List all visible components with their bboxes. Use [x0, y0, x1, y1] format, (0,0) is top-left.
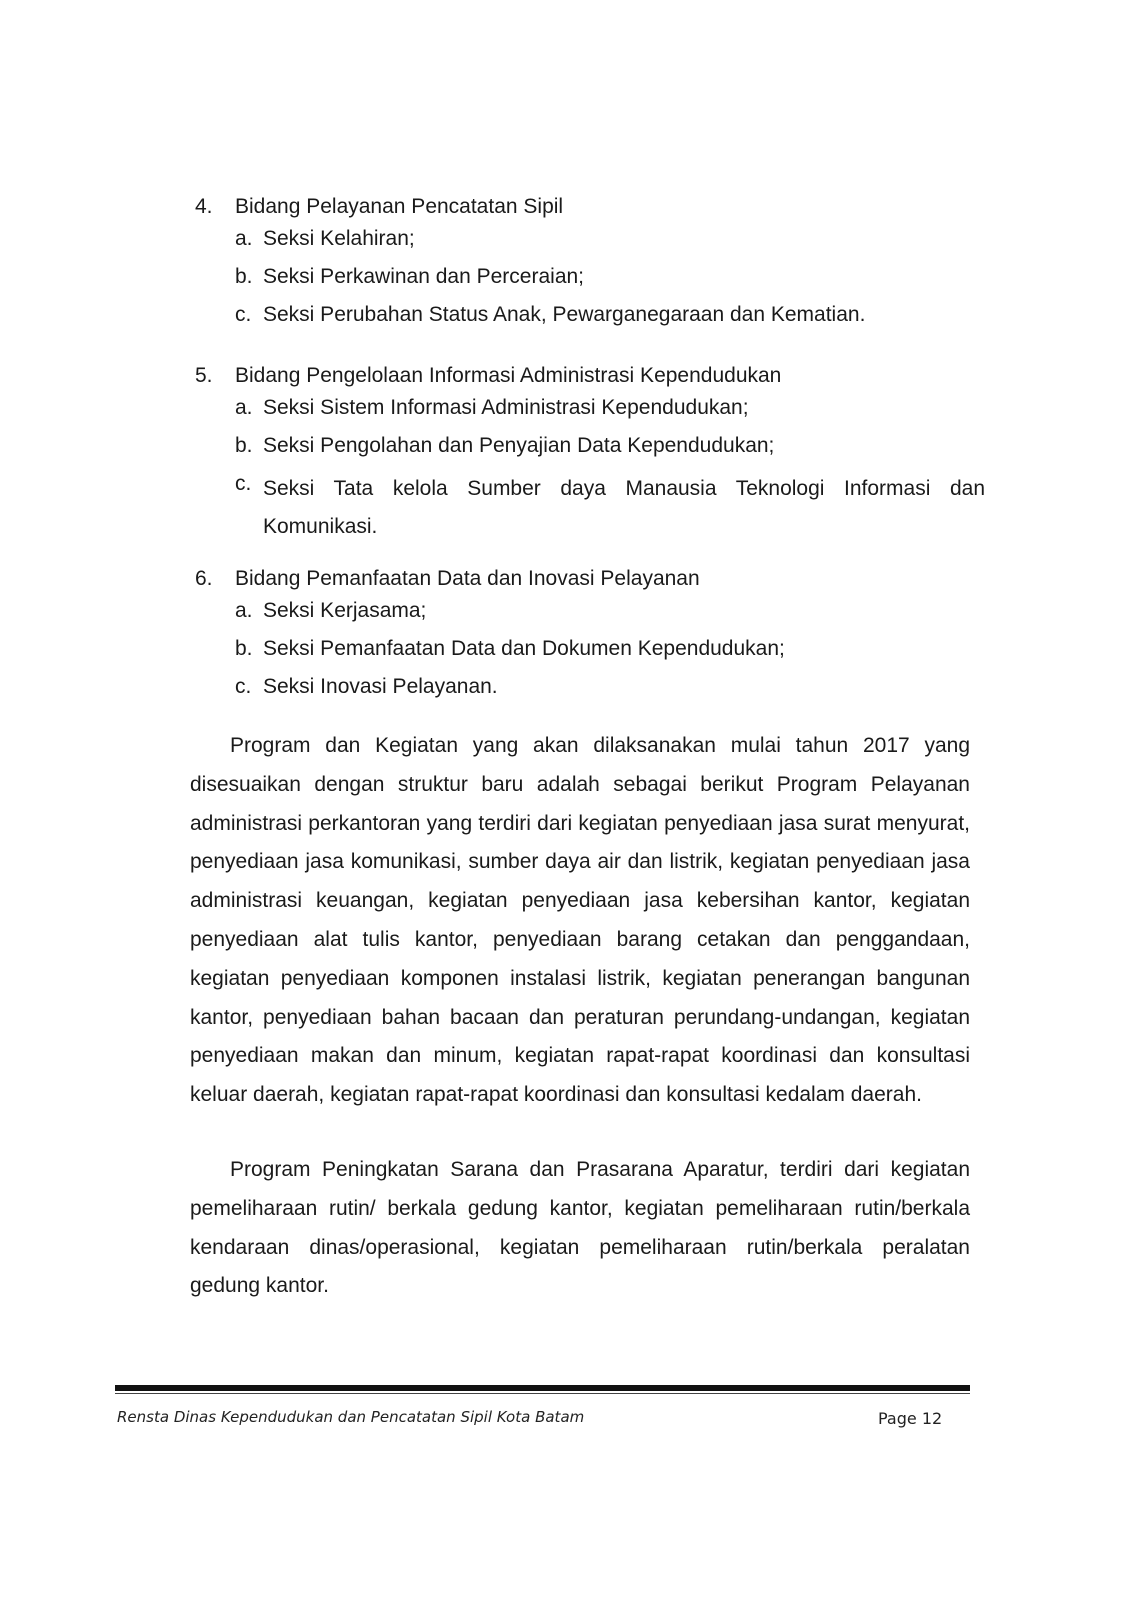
section-6 [195, 565, 985, 711]
section-heading [195, 565, 985, 597]
item-letter: c. [235, 303, 252, 326]
list-item [195, 301, 985, 339]
item-text: Seksi Sistem Informasi Administrasi Kependudukan; [263, 396, 749, 419]
item-letter: b. [235, 265, 253, 288]
item-letter: c. [235, 472, 252, 495]
section-heading [195, 362, 985, 394]
section-number: 4. [195, 195, 213, 218]
footer-rule [115, 1385, 970, 1391]
item-text: Seksi Tata kelola Sumber daya Manausia Teknologi Informasi dan Komunikasi. [263, 477, 985, 538]
footer-document-title: Rensta Dinas Kependudukan dan Pencatatan Sipil Kota Batam [117, 1408, 585, 1426]
item-text: Seksi Kerjasama; [263, 599, 427, 622]
list-item [195, 673, 985, 711]
list-item [195, 394, 985, 432]
item-text: Seksi Perkawinan dan Perceraian; [263, 265, 585, 288]
item-text: Seksi Kelahiran; [263, 227, 415, 250]
list-item [195, 432, 985, 470]
list-item [195, 263, 985, 301]
item-text: Seksi Pemanfaatan Data dan Dokumen Kependudukan; [263, 637, 785, 660]
list-item [195, 225, 985, 263]
list-item [195, 470, 985, 546]
item-letter: b. [235, 637, 253, 660]
item-letter: a. [235, 227, 253, 250]
section-title: Bidang Pemanfaatan Data dan Inovasi Pelayanan [235, 567, 700, 590]
list-item [195, 597, 985, 635]
section-4 [195, 193, 985, 339]
item-text: Seksi Pengolahan dan Penyajian Data Kependudukan; [263, 434, 775, 457]
section-title: Bidang Pelayanan Pencatatan Sipil [235, 195, 564, 218]
item-letter: a. [235, 599, 253, 622]
item-letter: a. [235, 396, 253, 419]
section-title: Bidang Pengelolaan Informasi Administrasi Kependudukan [235, 364, 782, 387]
section-5 [195, 362, 985, 556]
section-heading [195, 193, 985, 225]
item-letter: c. [235, 675, 252, 698]
page-number: Page 12 [878, 1409, 943, 1428]
section-number: 5. [195, 364, 213, 387]
body-paragraph: Program dan Kegiatan yang akan dilaksanakan mulai tahun 2017 yang disesuaikan dengan struktur baru adalah sebagai berikut Program Pelayanan administrasi perkantoran yang terdiri dari kegiatan penyediaan jasa surat menyurat, penyediaan jasa komunikasi, sumber daya air dan listrik, kegiatan penyediaan jasa administrasi keuangan, kegiatan penyediaan jasa kebersihan kantor, kegiatan penyediaan alat tulis kantor, penyediaan barang cetakan dan penggandaan, kegiatan penyediaan komponen instalasi listrik, kegiatan penerangan bangunan kantor, penyediaan bahan bacaan dan peraturan perundang-undangan, kegiatan penyediaan makan dan minum, kegiatan rapat-rapat koordinasi dan konsultasi keluar daerah, kegiatan rapat-rapat koordinasi dan konsultasi kedalam daerah. [190, 734, 970, 1107]
item-letter: b. [235, 434, 253, 457]
item-text: Seksi Perubahan Status Anak, Pewarganegaraan dan Kematian. [263, 303, 866, 326]
section-number: 6. [195, 567, 213, 590]
body-paragraph: Program Peningkatan Sarana dan Prasarana Aparatur, terdiri dari kegiatan pemeliharaan rutin/ berkala gedung kantor, kegiatan pemeliharaan rutin/berkala kendaraan dinas/operasional, kegiatan pemeliharaan rutin/berkala peralatan gedung kantor. [190, 1158, 970, 1298]
list-item [195, 635, 985, 673]
item-text: Seksi Inovasi Pelayanan. [263, 675, 498, 698]
footer-rule-thin [115, 1393, 970, 1394]
